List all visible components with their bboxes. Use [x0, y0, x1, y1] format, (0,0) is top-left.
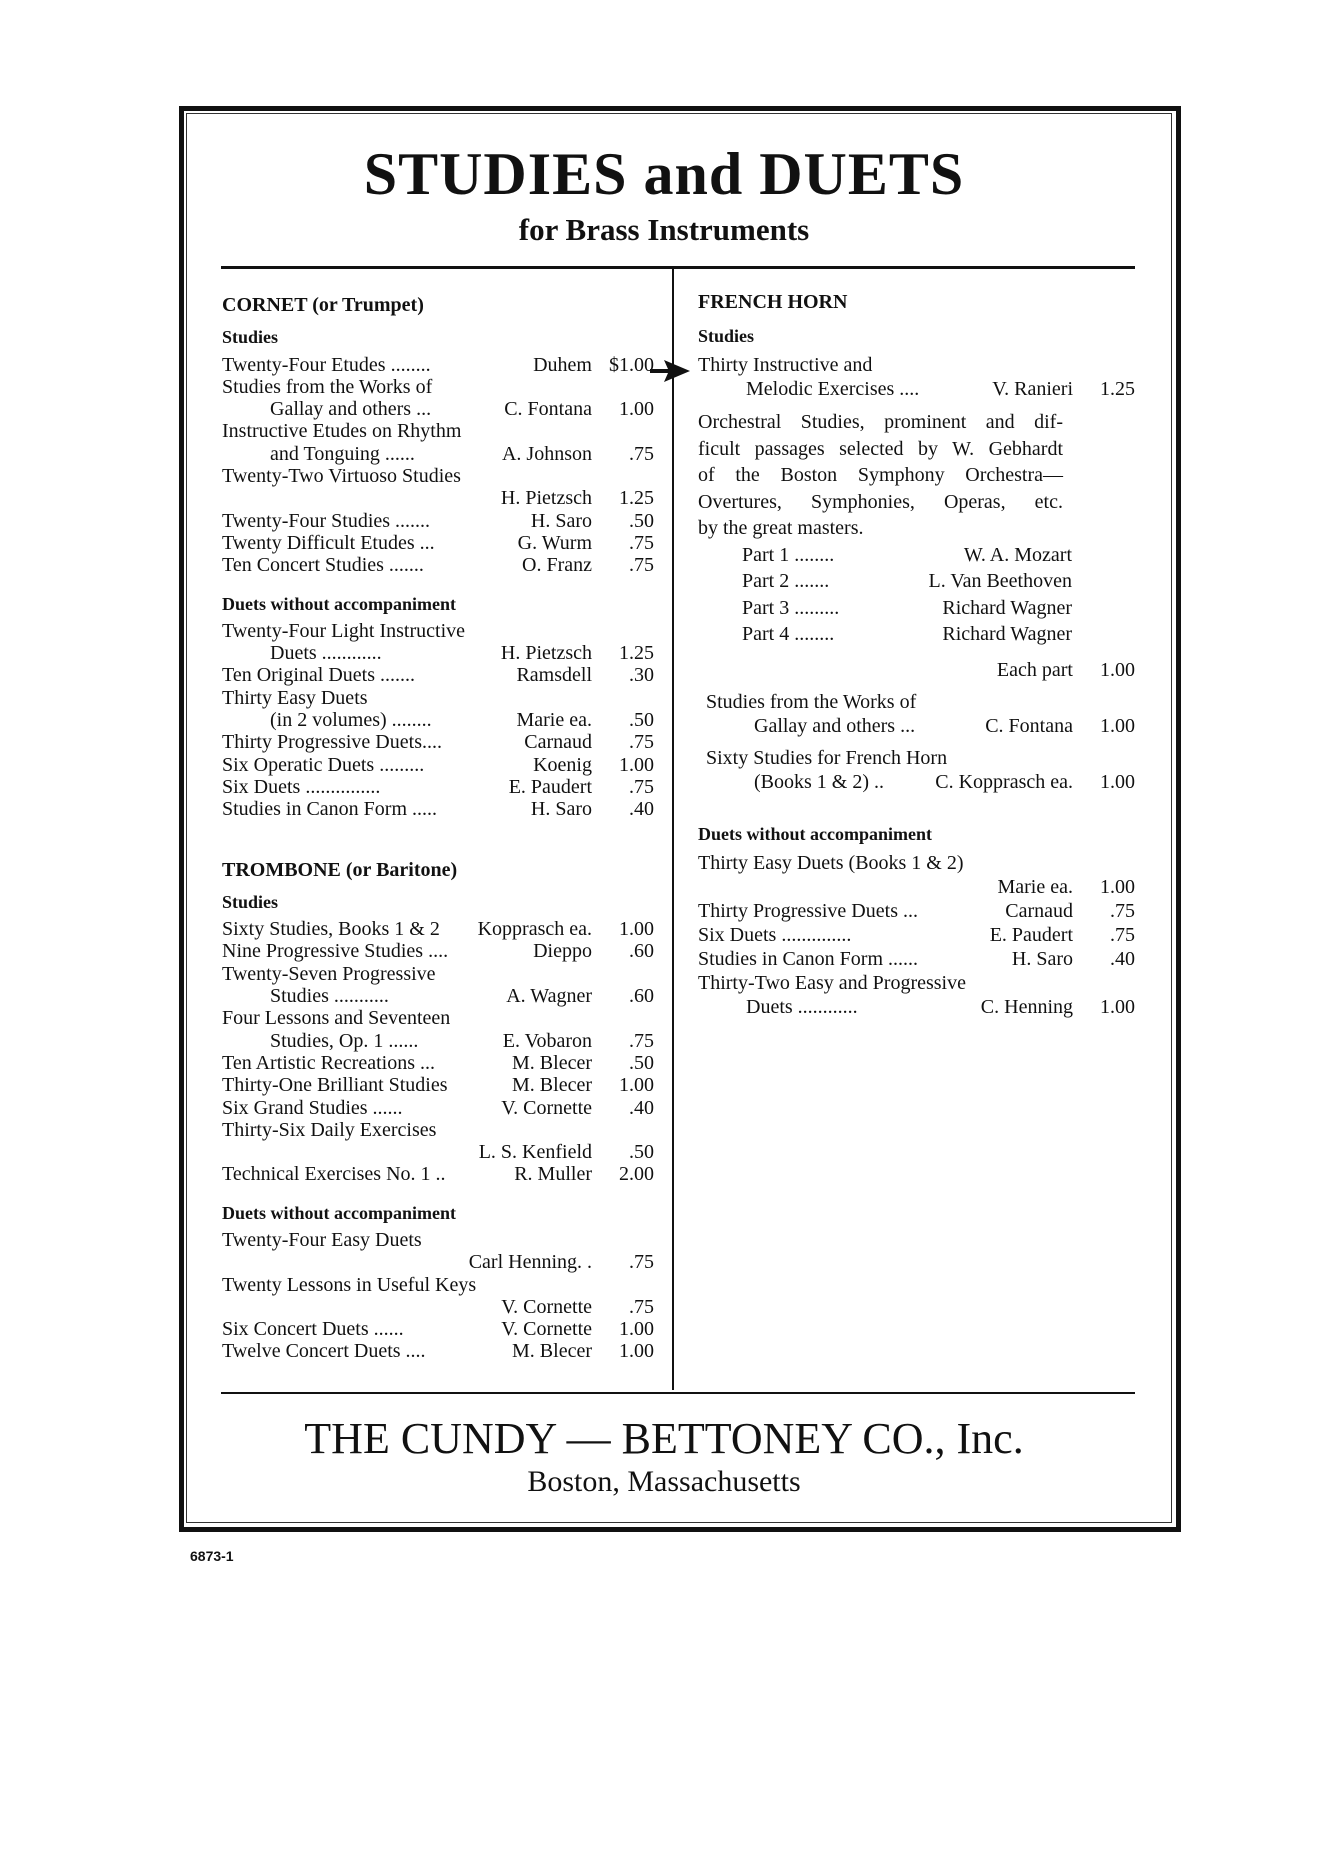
list-item — [222, 1229, 654, 1274]
part-row — [698, 621, 1072, 648]
list-item — [222, 1007, 654, 1052]
entry-title: and Tonguing ...... — [270, 442, 415, 465]
entry-title: Technical Exercises No. 1 .. — [222, 1163, 446, 1186]
entry-line — [222, 620, 654, 642]
list-item — [222, 1052, 654, 1074]
entry-author: V. Ranieri — [992, 378, 1073, 400]
entry-price: .75 — [1110, 923, 1135, 946]
list-item — [698, 851, 1135, 899]
entry-title: Six Operatic Duets ......... — [222, 753, 425, 776]
entry-line — [706, 746, 1135, 770]
list-item — [222, 1074, 654, 1096]
entry-author: E. Paudert — [989, 923, 1073, 946]
entry-title: Twenty Lessons in Useful Keys — [222, 1273, 477, 1296]
entry-title: Nine Progressive Studies .... — [222, 940, 449, 963]
entry-price: .75 — [629, 1251, 654, 1274]
cornet-duets-list — [222, 620, 654, 821]
entry-line — [706, 714, 1135, 738]
column-divider — [672, 268, 674, 1390]
entry-title: Thirty Easy Duets (Books 1 & 2) — [698, 851, 964, 874]
list-item — [222, 754, 654, 776]
entry-title: Twelve Concert Duets .... — [222, 1340, 426, 1363]
list-item — [706, 746, 1135, 794]
each-part-label: Each part — [996, 658, 1073, 681]
description-line: by the great masters. — [698, 517, 864, 539]
entry-title: Six Concert Duets ...... — [222, 1318, 404, 1341]
entry-price: 2.00 — [619, 1163, 654, 1186]
trombone-duets-list — [222, 1229, 654, 1363]
part-author: L. Van Beethoven — [928, 570, 1072, 592]
list-item — [222, 731, 654, 753]
entry-line — [222, 1318, 654, 1340]
entry-author: O. Franz — [522, 554, 592, 577]
list-item — [222, 1163, 654, 1185]
entry-title — [270, 1296, 501, 1318]
entry-author: Marie ea. — [997, 875, 1073, 898]
list-item — [222, 510, 654, 532]
trombone-studies-label: Studies — [222, 891, 279, 912]
entry-title: Studies in Canon Form ...... — [698, 947, 919, 970]
entry-price: .75 — [629, 442, 654, 465]
entry-line — [222, 709, 654, 731]
entry-line — [222, 798, 654, 820]
entry-title: Four Lessons and Seventeen — [222, 1007, 451, 1030]
entry-author: H. Pietzsch — [500, 487, 592, 510]
entry-price: .75 — [629, 1295, 654, 1318]
entry-author: E. Paudert — [508, 775, 592, 798]
entry-author: E. Vobaron — [502, 1029, 592, 1052]
entry-line — [698, 851, 1135, 875]
entry-title: Twenty-Seven Progressive — [222, 962, 436, 985]
entry-author: A. Wagner — [506, 985, 592, 1008]
list-item — [698, 899, 1135, 923]
entry-line — [222, 642, 654, 664]
entry-price: $1.00 — [609, 353, 654, 376]
entry-price: .75 — [629, 731, 654, 754]
entry-author: Ramsdell — [516, 664, 592, 687]
entry-price: .75 — [629, 554, 654, 577]
entry-price: 1.00 — [619, 1340, 654, 1363]
trombone-section — [222, 859, 654, 1363]
entry-line — [698, 995, 1135, 1019]
list-item — [698, 923, 1135, 947]
list-item — [222, 1340, 654, 1362]
top-divider — [221, 266, 1135, 269]
entry-title: Sixty Studies for French Horn — [706, 746, 948, 769]
entry-title: Duets ............ — [746, 995, 858, 1018]
part-author: Richard Wagner — [942, 596, 1072, 619]
entry-price: .75 — [629, 775, 654, 798]
french-horn-more-studies — [698, 690, 1135, 794]
entry-price: 1.00 — [619, 918, 654, 941]
entry-line — [222, 1340, 654, 1362]
entry-price: 1.00 — [619, 753, 654, 776]
entry-line — [222, 985, 654, 1007]
entry-title: Twenty-Four Etudes ........ — [222, 353, 431, 376]
entry-price: 1.00 — [1100, 770, 1135, 793]
french-horn-studies-label: Studies — [698, 326, 755, 346]
list-item — [222, 798, 654, 820]
each-part-row — [698, 658, 1135, 682]
entry-price: 1.00 — [619, 1318, 654, 1341]
entry-title: Studies in Canon Form ..... — [222, 798, 438, 821]
entry-author: V. Cornette — [501, 1318, 592, 1341]
entry-price: .75 — [629, 1029, 654, 1052]
part-label: Part 4 ........ — [742, 623, 835, 645]
entry-price: .50 — [629, 1141, 654, 1164]
entry-line — [698, 899, 1135, 923]
entry-title: Ten Artistic Recreations ... — [222, 1051, 435, 1074]
list-item — [222, 1097, 654, 1119]
entry-price: 1.00 — [1100, 995, 1135, 1018]
entry-line — [222, 1296, 654, 1318]
entry-author: L. S. Kenfield — [478, 1141, 592, 1164]
entry-price: 1.00 — [1100, 875, 1135, 898]
entry-title: Studies from the Works of — [222, 375, 433, 398]
entry-title — [746, 875, 997, 899]
list-item — [222, 420, 654, 465]
list-item — [222, 620, 654, 665]
entry-title: Ten Original Duets ....... — [222, 664, 416, 687]
entry-author: Duhem — [533, 353, 592, 376]
cornet-studies-list — [222, 354, 654, 577]
catalog-code: 6873-1 — [190, 1548, 234, 1564]
entry-author: H. Saro — [530, 798, 592, 821]
entry-title: Twenty-Four Light Instructive — [222, 619, 465, 642]
part-label: Part 1 ........ — [742, 543, 835, 566]
part-label: Part 3 ......... — [742, 596, 840, 619]
cornet-duets-label: Duets without accompaniment — [222, 593, 456, 614]
list-item — [222, 532, 654, 554]
entry-title: Thirty-One Brilliant Studies — [222, 1074, 448, 1097]
entry-author: R. Muller — [514, 1163, 592, 1186]
bottom-divider — [221, 1392, 1135, 1394]
list-item — [698, 971, 1135, 1019]
entry-author: V. Cornette — [501, 1096, 592, 1119]
entry-title: Studies, Op. 1 ...... — [270, 1029, 419, 1052]
part-author: W. A. Mozart — [963, 543, 1072, 566]
list-item — [222, 1119, 654, 1164]
entry-author: H. Saro — [530, 509, 592, 532]
entry-price: .60 — [629, 940, 654, 963]
entry-author: Kopprasch ea. — [477, 918, 592, 941]
orchestral-studies-description — [698, 409, 1063, 542]
entry-price: 1.00 — [619, 398, 654, 421]
entry-line — [222, 1030, 654, 1052]
part-row — [698, 542, 1072, 569]
french-horn-heading: FRENCH HORN — [698, 291, 848, 313]
entry-price: .50 — [629, 709, 654, 732]
entry-line — [698, 923, 1135, 947]
entry-author: M. Blecer — [512, 1340, 592, 1363]
entry-title: Twenty-Four Studies ....... — [222, 509, 431, 532]
entry-author: C. Henning — [980, 995, 1073, 1018]
entry-author: Marie ea. — [516, 709, 592, 732]
trombone-studies-list — [222, 918, 654, 1186]
list-item — [222, 376, 654, 421]
entry-author: G. Wurm — [517, 531, 592, 554]
description-line: of the Boston Symphony Orchestra— — [698, 464, 1063, 486]
entry-title: Twenty-Four Easy Duets — [222, 1228, 422, 1251]
entry-title: Thirty Easy Duets — [222, 686, 368, 709]
each-part-price: 1.00 — [1100, 658, 1135, 681]
french-horn-duets-label: Duets without accompaniment — [698, 823, 932, 844]
entry-title: Ten Concert Studies ....... — [222, 554, 424, 577]
entry-line — [222, 554, 654, 576]
entry-line — [222, 1229, 654, 1251]
entry-author: H. Saro — [1011, 947, 1073, 970]
entry-line — [222, 918, 654, 940]
french-horn-studies-list — [698, 353, 1135, 401]
entry-line — [222, 510, 654, 532]
french-horn-duets-list — [698, 851, 1135, 1019]
entry-line — [222, 420, 654, 442]
entry-title: Melodic Exercises .... — [746, 378, 920, 400]
entry-title: Six Duets ............... — [222, 775, 381, 798]
entry-line — [222, 754, 654, 776]
entry-price: .50 — [629, 509, 654, 532]
entry-price: .75 — [629, 531, 654, 554]
cornet-section — [222, 294, 654, 821]
entry-title — [270, 487, 501, 509]
list-item — [222, 963, 654, 1008]
entry-line — [222, 1097, 654, 1119]
list-item — [698, 353, 1135, 401]
description-line: Orchestral Studies, prominent and dif- — [698, 411, 1063, 433]
entry-author: Carnaud — [524, 731, 592, 754]
entry-price: 1.25 — [619, 642, 654, 665]
entry-price: .30 — [629, 664, 654, 687]
publisher-city: Boston, Massachusetts — [527, 1465, 801, 1498]
list-item — [698, 947, 1135, 971]
entry-title: Studies ........... — [270, 985, 389, 1008]
description-line: ficult passages selected by W. Gebhardt — [698, 437, 1063, 460]
entry-line — [222, 354, 654, 376]
entry-line — [222, 1141, 654, 1163]
entry-line — [222, 1119, 654, 1141]
parts-list — [698, 542, 1135, 648]
entry-line — [222, 1274, 654, 1296]
entry-price: .40 — [1110, 947, 1135, 970]
entry-author: V. Cornette — [501, 1295, 592, 1318]
entry-price: 1.00 — [1100, 714, 1135, 737]
entry-line — [706, 690, 1135, 714]
entry-title: Thirty Instructive and — [698, 354, 873, 376]
entry-line — [698, 971, 1135, 995]
part-label: Part 2 ....... — [742, 570, 830, 592]
right-column — [698, 290, 1135, 1019]
entry-price: 1.00 — [619, 1074, 654, 1097]
list-item — [222, 1318, 654, 1340]
entry-line — [222, 940, 654, 962]
entry-author: M. Blecer — [512, 1051, 592, 1074]
part-row — [698, 568, 1072, 595]
entry-title: Thirty-Two Easy and Progressive — [698, 971, 966, 994]
entry-price: .40 — [629, 798, 654, 821]
entry-line — [698, 377, 1135, 401]
left-column — [222, 294, 654, 1389]
entry-title: Gallay and others ... — [270, 398, 432, 421]
entry-line — [698, 947, 1135, 971]
list-item — [222, 940, 654, 962]
entry-price: .60 — [629, 985, 654, 1008]
entry-title: Studies from the Works of — [706, 690, 917, 713]
entry-title: Instructive Etudes on Rhythm — [222, 420, 462, 443]
entry-author: Dieppo — [533, 940, 592, 963]
entry-price: .50 — [629, 1051, 654, 1074]
list-item — [706, 690, 1135, 738]
entry-line — [698, 353, 1135, 377]
entry-title: Six Duets .............. — [698, 923, 852, 946]
entry-author: Carnaud — [1005, 899, 1073, 922]
entry-line — [222, 731, 654, 753]
entry-title — [270, 1251, 469, 1273]
entry-title: (Books 1 & 2) .. — [754, 770, 884, 793]
entry-line — [222, 376, 654, 398]
entry-line — [222, 687, 654, 709]
entry-author: Carl Henning. . — [468, 1251, 592, 1274]
entry-line — [698, 875, 1135, 899]
part-author: Richard Wagner — [942, 623, 1072, 645]
list-item — [222, 1274, 654, 1319]
page-subtitle: for Brass Instruments — [518, 212, 810, 247]
trombone-heading: TROMBONE (or Baritone) — [222, 858, 458, 881]
entry-line — [222, 1251, 654, 1273]
part-row — [698, 595, 1072, 622]
entry-line — [222, 487, 654, 509]
entry-line — [222, 398, 654, 420]
list-item — [222, 554, 654, 576]
entry-price: .75 — [1110, 899, 1135, 922]
entry-price: 1.25 — [1100, 378, 1135, 400]
list-item — [222, 354, 654, 376]
publisher-name: THE CUNDY — BETTONEY CO., Inc. — [304, 1414, 1024, 1463]
entry-title: Sixty Studies, Books 1 & 2 — [222, 918, 440, 941]
entry-line — [222, 1052, 654, 1074]
entry-price: 1.25 — [619, 487, 654, 510]
entry-line — [222, 443, 654, 465]
entry-author: H. Pietzsch — [500, 642, 592, 665]
entry-line — [222, 664, 654, 686]
entry-title — [270, 1141, 479, 1163]
list-item — [222, 918, 654, 940]
pointing-arrow-icon — [650, 360, 690, 382]
list-item — [222, 687, 654, 732]
list-item — [222, 664, 654, 686]
trombone-duets-label: Duets without accompaniment — [222, 1202, 456, 1223]
entry-line — [222, 1074, 654, 1096]
entry-author: C. Fontana — [504, 398, 592, 421]
entry-author: A. Johnson — [501, 442, 592, 465]
entry-title: Twenty Difficult Etudes ... — [222, 531, 435, 554]
entry-author: M. Blecer — [512, 1074, 592, 1097]
entry-line — [222, 465, 654, 487]
entry-title: Duets ............ — [270, 642, 382, 665]
entry-author: C. Kopprasch ea. — [935, 770, 1073, 793]
entry-line — [222, 776, 654, 798]
entry-title: Thirty Progressive Duets ... — [698, 899, 918, 922]
entry-line — [222, 1163, 654, 1185]
entry-author: C. Fontana — [985, 714, 1073, 737]
list-item — [222, 776, 654, 798]
entry-title: Thirty Progressive Duets.... — [222, 731, 442, 754]
description-line: Overtures, Symphonies, Operas, etc. — [698, 490, 1063, 513]
entry-line — [222, 963, 654, 985]
list-item — [222, 465, 654, 510]
entry-author: Koenig — [533, 753, 592, 776]
entry-title: Gallay and others ... — [754, 714, 916, 737]
entry-title: Twenty-Two Virtuoso Studies — [222, 465, 461, 488]
cornet-studies-label: Studies — [222, 327, 279, 348]
entry-price: .40 — [629, 1096, 654, 1119]
entry-title: (in 2 volumes) ........ — [270, 709, 432, 732]
cornet-heading: CORNET (or Trumpet) — [222, 294, 424, 316]
entry-line — [706, 770, 1135, 794]
entry-title: Thirty-Six Daily Exercises — [222, 1118, 437, 1141]
entry-line — [222, 1007, 654, 1029]
entry-title: Six Grand Studies ...... — [222, 1096, 403, 1119]
entry-line — [222, 532, 654, 554]
page-title: STUDIES and DUETS — [363, 141, 965, 207]
